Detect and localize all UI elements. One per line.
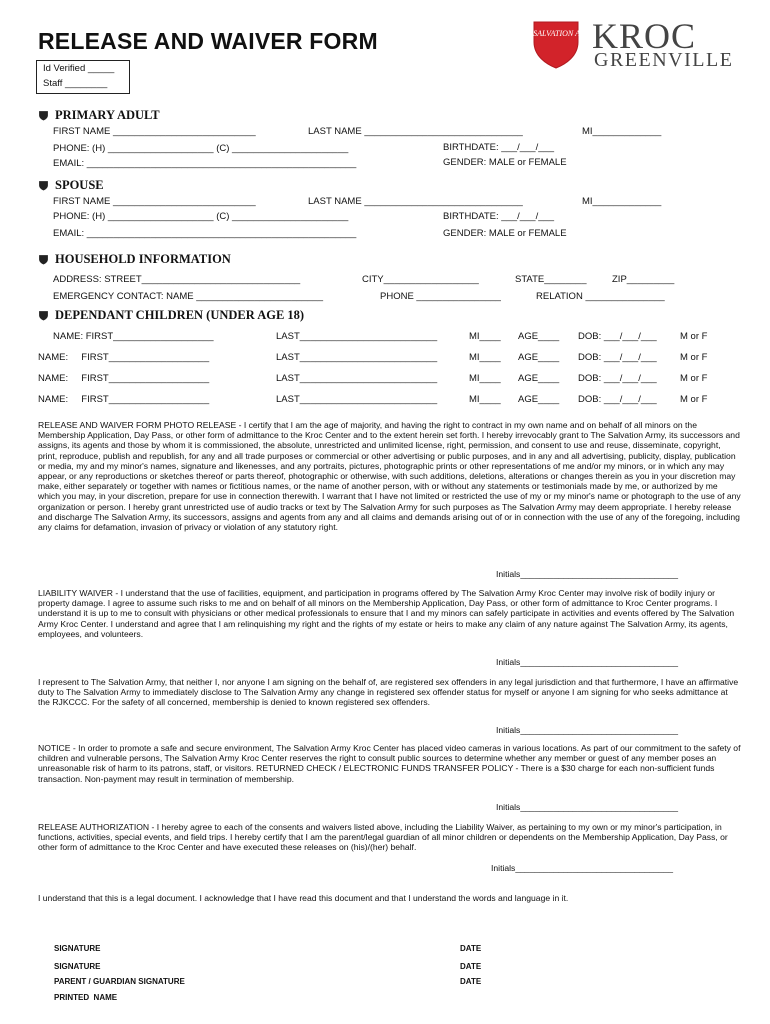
photo-release-paragraph: RELEASE AND WAIVER FORM PHOTO RELEASE - I certify that I am the age of majority, and having the right to contract in my own name and on behalf of all minors on the Membership Application, Day Pass, or other form of admittance to the Kroc Center and to the extent herein set forth. I hereby irrevocably grant to The Salvation Army, its successors and assigns, its agents and those by whom it is commissioned, the absolute, unrestricted and unlimited license, right, permission, and consent to use and reuse, disseminate, copyright, print, reproduce, publish and republish, for any and all trade purposes or commercial or other advertising or public purposes, and in any and all advertising, publicity, display, publication or media, my and my minor's names, signature and likenesses, and any portraits, pictures, photographic prints or other representations of me and/or my minors, or in which any may appear, or any reproductions or sketches thereof or parts thereof, photographic or otherwise, with such additions, deletions, alterations or changes therein as you in your discretion may make, either separately or together with names or fictitious names, or the name of another person, with or without any statements or testimonials made by me, or authorized by me which you may, in your discretion, prepare for use in connection therewith. I warrant that I have not limited or restricted the use of my or my minor's name or photograph to the use of any organization or person. I hereby grant unrestricted use of audio tracks or text by The Salvation Army for such purposes as The Salvation Army may deem appropriate. I hereby release and discharge The Salvation Army, its successors, assigns and agents from any and all claims and demands arising out of or in connection with the use of any of the foregoing, including any claims for defamation, invasion of privacy or violation of any statutory right. — [38, 420, 741, 533]
date-label: DATE — [460, 977, 482, 986]
zip-field[interactable]: ZIP_________ — [612, 274, 675, 285]
logo-city-text: GREENVILLE — [594, 49, 734, 71]
household-heading — [38, 252, 231, 267]
shield-text-the: THE SALVATION ARMY — [515, 29, 597, 38]
primary-last-name-field[interactable]: LAST NAME ______________________________ — [308, 126, 523, 137]
primary-email-field[interactable]: EMAIL: ___________________________________________________ — [53, 158, 357, 169]
relation-field[interactable]: RELATION _______________ — [536, 291, 665, 302]
primary-birthdate-field[interactable]: BIRTHDATE: ___/___/___ — [443, 142, 555, 153]
child-dob-field[interactable]: DOB: ___/___/___ — [578, 394, 657, 405]
primary-gender-field[interactable]: GENDER: MALE or FEMALE — [443, 157, 567, 168]
initials-authorization-field[interactable]: Initials_________________________________ — [491, 863, 674, 873]
shield-bullet-icon — [38, 310, 49, 321]
spouse-phone-field[interactable]: PHONE: (H) ____________________ (C) ______________________ — [53, 211, 349, 222]
child-first-name-field[interactable]: NAME: FIRST___________________ — [38, 373, 210, 384]
child-dob-field[interactable]: DOB: ___/___/___ — [578, 331, 657, 342]
children-heading — [38, 308, 304, 323]
child-sex-field[interactable]: M or F — [680, 373, 708, 384]
date-label: DATE — [460, 944, 482, 953]
liability-waiver-paragraph: LIABILITY WAIVER - I understand that the use of facilities, equipment, and participation in programs offered by The Salvation Army Kroc Center may involve risk of bodily injury or property damage. I agree to assume such risks to me and on behalf of all minors on the Membership Application, Day Pass, or other form of admittance to Kroc Center programs. I understand it is up to me to consult with physicians or other medical professionals to ensure that I and my minors can safely participate in activities and events offered by The Salvation Army Kroc Center. I understand and agree that I am relinquishing my right and the rights of my estate or heirs to make any claim of any nature against The Salvation Army, its agents, employees, and volunteers. — [38, 588, 735, 639]
primary-first-name-field[interactable]: FIRST NAME ___________________________ — [53, 126, 256, 137]
staff-field[interactable]: Staff ________ — [43, 78, 108, 89]
logo-kroc-text: KROC — [592, 16, 697, 56]
spouse-heading — [38, 178, 104, 193]
emergency-contact-name-field[interactable]: EMERGENCY CONTACT: NAME ________________________ — [53, 291, 324, 302]
child-first-name-field[interactable]: NAME: FIRST___________________ — [53, 331, 214, 342]
emergency-phone-field[interactable]: PHONE ________________ — [380, 291, 501, 302]
child-mi-field[interactable]: MI____ — [469, 373, 501, 384]
child-age-field[interactable]: AGE____ — [518, 373, 560, 384]
child-mi-field[interactable]: MI____ — [469, 331, 501, 342]
initials-photo-release-field[interactable]: Initials_________________________________ — [496, 569, 679, 579]
child-mi-field[interactable]: MI____ — [469, 394, 501, 405]
spouse-mi-field[interactable]: MI_____________ — [582, 196, 662, 207]
shield-bullet-icon — [38, 110, 49, 121]
printed-name-label: PRINTED NAME — [54, 993, 118, 1002]
salvation-army-shield-icon — [515, 18, 597, 70]
notice-paragraph: NOTICE - In order to promote a safe and secure environment, The Salvation Army Kroc Center has placed video cameras in various locations. As part of our commitment to the safety of children and vulnerable persons, The Salvation Army Kroc Center reserves the right to consult public sources to determine whether any member or guest of any member poses an unreasonable risk of harm to its patrons, staff, or visitors. RETURNED CHECK / ELECTRONIC FUNDS TRANSFER POLICY - There is a $30 charge for each non-sufficient funds transaction. Non-payment may result in termination of membership. — [38, 743, 741, 784]
child-last-name-field[interactable]: LAST__________________________ — [276, 352, 438, 363]
child-sex-field[interactable]: M or F — [680, 352, 708, 363]
acknowledgement-paragraph: I understand that this is a legal document. I acknowledge that I have read this document and that I understand the words and language in it. — [38, 893, 569, 903]
children-heading-text: DEPENDANT CHILDREN (UNDER AGE 18) — [55, 308, 305, 322]
household-heading-text: HOUSEHOLD INFORMATION — [55, 252, 231, 266]
primary-mi-field[interactable]: MI_____________ — [582, 126, 662, 137]
id-verified-field[interactable]: Id Verified _____ — [43, 63, 115, 74]
signature-label: SIGNATURE — [54, 962, 101, 971]
parent-guardian-signature-label: PARENT / GUARDIAN SIGNATURE — [54, 977, 185, 986]
child-age-field[interactable]: AGE____ — [518, 331, 560, 342]
shield-bullet-icon — [38, 180, 49, 191]
primary-phone-field[interactable]: PHONE: (H) ____________________ (C) ______________________ — [53, 143, 349, 154]
city-field[interactable]: CITY__________________ — [362, 274, 479, 285]
child-first-name-field[interactable]: NAME: FIRST___________________ — [38, 352, 210, 363]
shield-bullet-icon — [38, 254, 49, 265]
spouse-last-name-field[interactable]: LAST NAME ______________________________ — [308, 196, 523, 207]
spouse-heading-text: SPOUSE — [55, 178, 104, 192]
child-sex-field[interactable]: M or F — [680, 394, 708, 405]
child-age-field[interactable]: AGE____ — [518, 394, 560, 405]
primary-adult-heading — [38, 108, 160, 123]
child-mi-field[interactable]: MI____ — [469, 352, 501, 363]
child-dob-field[interactable]: DOB: ___/___/___ — [578, 352, 657, 363]
signature-label: SIGNATURE — [54, 944, 101, 953]
child-age-field[interactable]: AGE____ — [518, 352, 560, 363]
kroc-logo — [515, 16, 748, 71]
initials-liability-field[interactable]: Initials_________________________________ — [496, 657, 679, 667]
child-dob-field[interactable]: DOB: ___/___/___ — [578, 373, 657, 384]
initials-offender-field[interactable]: Initials_________________________________ — [496, 725, 679, 735]
child-last-name-field[interactable]: LAST__________________________ — [276, 394, 438, 405]
child-first-name-field[interactable]: NAME: FIRST___________________ — [38, 394, 210, 405]
primary-adult-heading-text: PRIMARY ADULT — [55, 108, 160, 122]
sex-offender-paragraph: I represent to The Salvation Army, that neither I, nor anyone I am signing on the behalf of, are registered sex offenders in any legal jurisdiction and that furthermore, I have an affirmative duty to The Salvation Army to immediately disclose to The Salvation Army any change in registered sex offender status for myself or anyone I am signing for who seeks admittance at the RJKCCC. For the safety of all concerned, membership is denied to known registered sex offenders. — [38, 677, 739, 708]
child-last-name-field[interactable]: LAST__________________________ — [276, 373, 438, 384]
child-last-name-field[interactable]: LAST__________________________ — [276, 331, 438, 342]
spouse-first-name-field[interactable]: FIRST NAME ___________________________ — [53, 196, 256, 207]
address-street-field[interactable]: ADDRESS: STREET______________________________ — [53, 274, 301, 285]
spouse-gender-field[interactable]: GENDER: MALE or FEMALE — [443, 228, 567, 239]
date-label: DATE — [460, 962, 482, 971]
initials-notice-field[interactable]: Initials_________________________________ — [496, 802, 679, 812]
spouse-email-field[interactable]: EMAIL: ___________________________________________________ — [53, 228, 357, 239]
form-title: RELEASE AND WAIVER FORM — [38, 28, 378, 54]
state-field[interactable]: STATE________ — [515, 274, 587, 285]
id-verified-box — [36, 60, 130, 94]
spouse-birthdate-field[interactable]: BIRTHDATE: ___/___/___ — [443, 211, 555, 222]
release-authorization-paragraph: RELEASE AUTHORIZATION - I hereby agree to each of the consents and waivers listed above, including the Liability Waiver, as pertaining to my own or my minor's participation, in functions, activities, special events, and field trips. I hereby certify that I am the parent/legal guardian of all minor children or dependents on the Membership Application, Day Pass, or other form of admittance to the Kroc Center and have executed these releases on (his)/(her) behalf. — [38, 822, 728, 853]
child-sex-field[interactable]: M or F — [680, 331, 708, 342]
